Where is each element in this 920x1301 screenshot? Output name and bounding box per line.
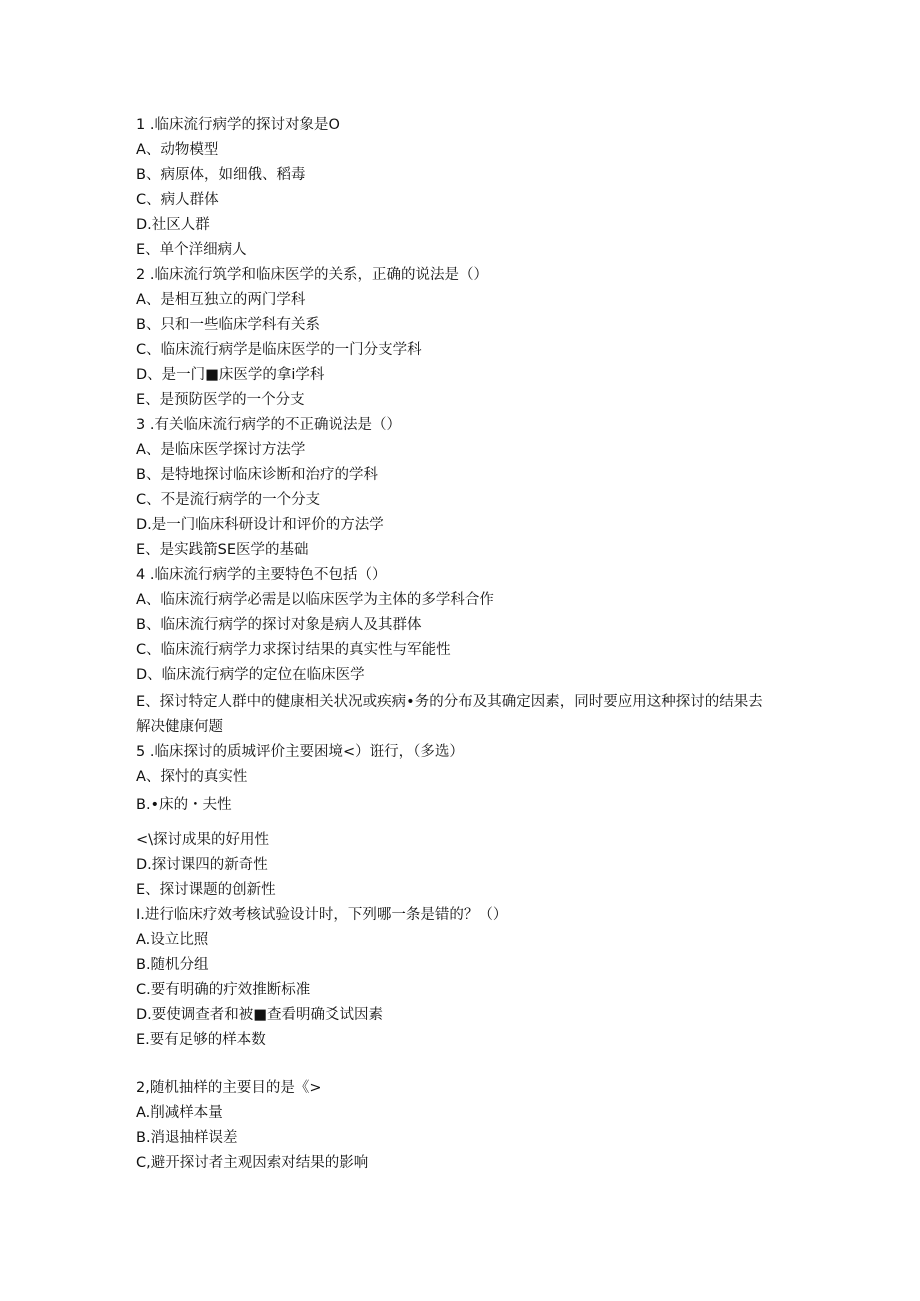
option-d: D、是一门■床医学的拿i学科: [136, 367, 325, 383]
option-d: D、临床流行病学的定位在临床医学: [136, 667, 365, 683]
question-3: 3 .有关临床流行病学的不正确说法是（）: [136, 417, 401, 433]
option-e: E、是预防医学的一个分支: [136, 392, 305, 408]
option-b: B、临床流行病学的探讨对象是病人及其群体: [136, 617, 422, 633]
option-b: B.•床的・夫性: [136, 797, 232, 813]
option-c: C、病人群体: [136, 192, 219, 208]
question-i: I.进行临床疗效考核试验设计时，下列哪一条是错的？（）: [136, 907, 508, 923]
question-1: 1 .临床流行病学的探讨对象是O: [136, 117, 340, 133]
option-a: A、动物模型: [136, 142, 219, 158]
option-d: D.是一门临床科研设计和评价的方法学: [136, 517, 384, 533]
option-d: D.要使调查者和被■查看明确爻试因素: [136, 1007, 383, 1023]
option-c: C、临床流行病学是临床医学的一门分支学科: [136, 342, 422, 358]
option-a: A.削减样本量: [136, 1105, 223, 1121]
option-e: E、探讨特定人群中的健康相关状况或疾病•务的分布及其确定因素，同时要应用这种探讨的结果去解决健康何题: [136, 694, 763, 735]
option-b: B、只和一些临床学科有关系: [136, 317, 320, 333]
option-a: A、探忖的真实性: [136, 769, 248, 785]
option-c: C.要有明确的疔效推断标准: [136, 982, 311, 998]
option-b: B.消退抽样误差: [136, 1130, 238, 1146]
option-c: C、临床流行病学力求探讨结果的真实性与军能性: [136, 642, 451, 658]
option-a: A.设立比照: [136, 932, 209, 948]
option-a: A、是相互独立的两门学科: [136, 292, 306, 308]
question-5: 5 .临床探讨的质城评价主要困境<）诳行，（多选）: [136, 744, 464, 760]
option-b: B.随机分组: [136, 957, 209, 973]
option-e: E、探讨课题的创新性: [136, 882, 276, 898]
option-d: D.社区人群: [136, 217, 210, 233]
option-b: B、病原体，如细俄、稻毒: [136, 167, 306, 183]
option-b: B、是特地探讨临床诊断和治疗的学科: [136, 467, 378, 483]
option-c: C,避开探讨者主观因索对结果的影响: [136, 1155, 369, 1171]
option-c: C、不是流行病学的一个分支: [136, 492, 321, 508]
option-e: E、单个洋细病人: [136, 242, 247, 258]
option-e: E、是实践箭SE医学的基础: [136, 542, 309, 558]
option-d: D.探讨课四的新奇性: [136, 857, 268, 873]
question-2: 2 .临床流行筑学和临床医学的关系，正确的说法是（）: [136, 267, 488, 283]
option-c: <\探讨成果的好用性: [136, 832, 270, 848]
option-a: A、临床流行病学必需是以临床医学为主体的多学科合作: [136, 592, 494, 608]
option-e: E.要有足够的样本数: [136, 1032, 266, 1048]
question-4: 4 .临床流行病学的主要特色不包括（）: [136, 567, 387, 583]
question-2b: 2,随机抽样的主要目的是《>: [136, 1080, 322, 1096]
option-a: A、是临床医学探讨方法学: [136, 442, 306, 458]
